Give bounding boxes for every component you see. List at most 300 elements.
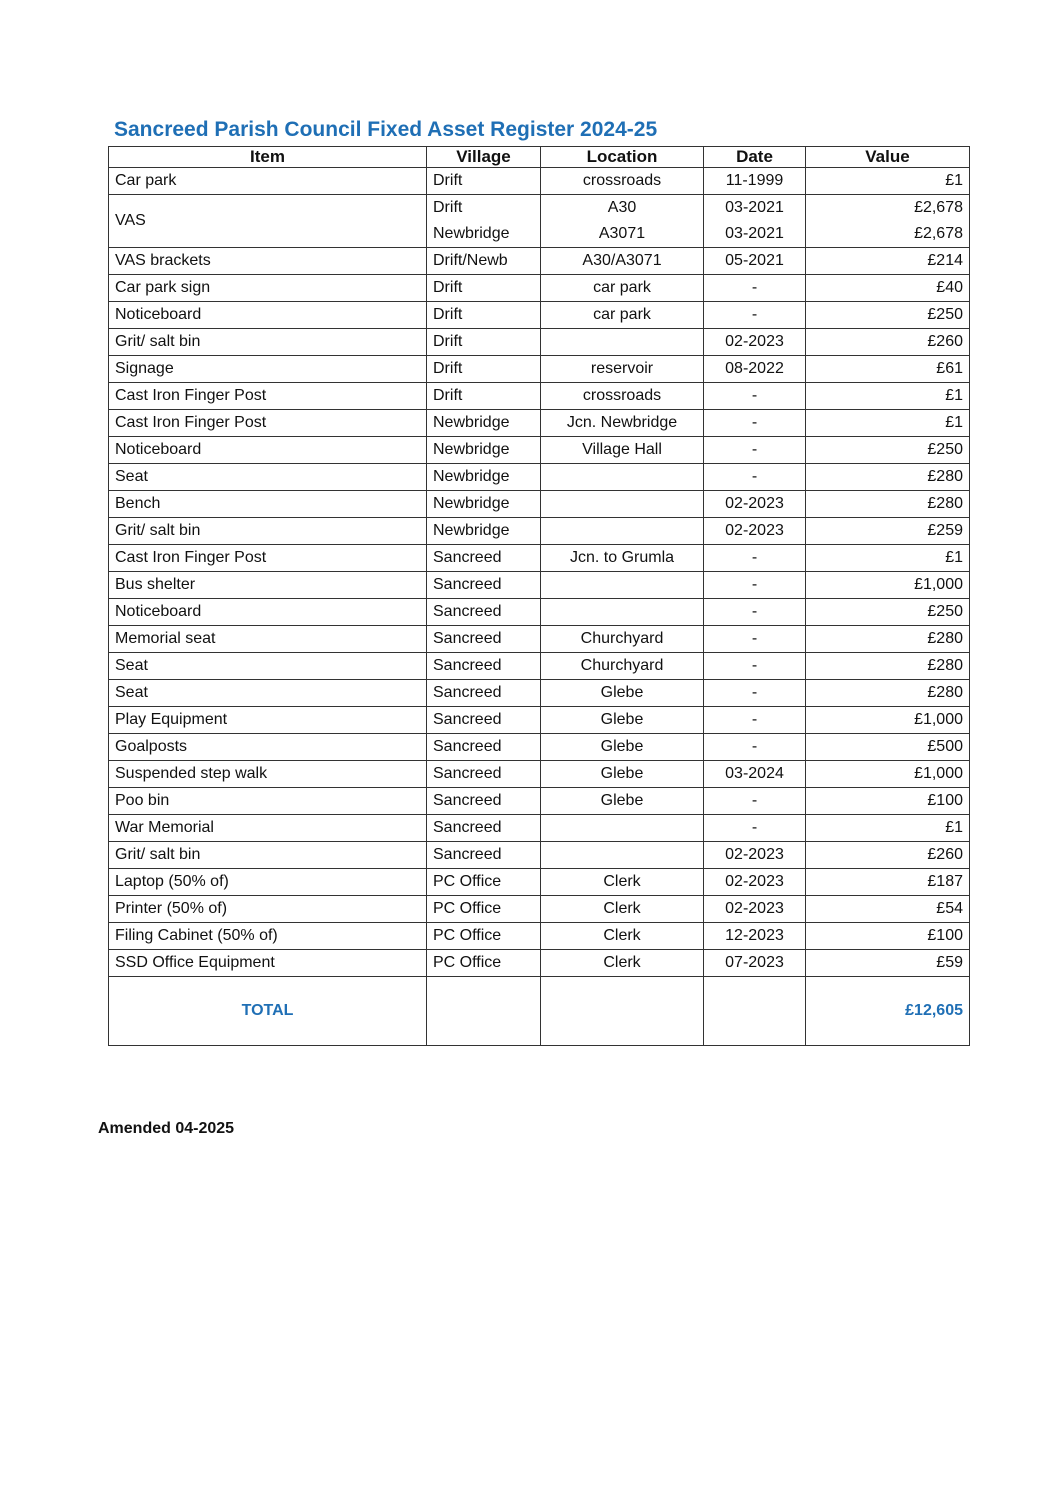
table-row <box>109 680 970 707</box>
item-cell: Bench <box>109 491 427 518</box>
date-cell <box>704 572 806 599</box>
page-title: Sancreed Parish Council Fixed Asset Register 2024-25 <box>114 118 658 141</box>
village-cell <box>427 329 541 356</box>
date-cell <box>704 626 806 653</box>
date-cell <box>704 815 806 842</box>
date-cell-line: - <box>751 819 758 836</box>
date-cell-line: 03-2021 <box>725 225 784 242</box>
value-cell <box>806 788 970 815</box>
date-cell-line: - <box>751 468 758 485</box>
value-cell-line: £1,000 <box>914 765 963 782</box>
table-row <box>109 437 970 464</box>
value-cell-line: £1 <box>945 414 963 431</box>
location-cell <box>541 626 704 653</box>
item-cell: Seat <box>109 464 427 491</box>
village-cell <box>427 626 541 653</box>
item-cell: Play Equipment <box>109 707 427 734</box>
date-cell <box>704 491 806 518</box>
value-cell-line: £2,678 <box>914 199 963 216</box>
value-cell-line: £280 <box>927 468 963 485</box>
item-cell: Poo bin <box>109 788 427 815</box>
date-cell <box>704 896 806 923</box>
location-cell <box>541 464 704 491</box>
village-cell <box>427 896 541 923</box>
location-cell-line: Churchyard <box>580 657 664 674</box>
location-cell <box>541 383 704 410</box>
village-cell-line: Drift/Newb <box>433 252 508 269</box>
location-cell <box>541 545 704 572</box>
column-header-location: Location <box>541 147 704 168</box>
table-row <box>109 168 970 195</box>
location-cell <box>541 437 704 464</box>
value-cell-line: £250 <box>927 603 963 620</box>
column-header-value: Value <box>806 147 970 168</box>
item-cell: Seat <box>109 680 427 707</box>
date-cell-line: 02-2023 <box>725 900 784 917</box>
date-cell-line: 11-1999 <box>725 172 784 189</box>
date-cell <box>704 545 806 572</box>
village-cell-line: Sancreed <box>433 792 502 809</box>
date-cell-line: - <box>751 306 758 323</box>
location-cell <box>541 356 704 383</box>
value-cell <box>806 383 970 410</box>
date-cell <box>704 248 806 275</box>
location-cell <box>541 842 704 869</box>
date-cell <box>704 842 806 869</box>
village-cell <box>427 518 541 545</box>
date-cell <box>704 869 806 896</box>
table-row <box>109 302 970 329</box>
location-cell <box>541 248 704 275</box>
village-cell <box>427 491 541 518</box>
date-cell-line: - <box>751 792 758 809</box>
date-cell <box>704 599 806 626</box>
date-cell <box>704 464 806 491</box>
value-cell <box>806 626 970 653</box>
value-cell-line: £260 <box>927 333 963 350</box>
table-row <box>109 599 970 626</box>
date-cell-line: 03-2021 <box>725 199 784 216</box>
date-cell-line: 02-2023 <box>725 333 784 350</box>
location-cell <box>541 302 704 329</box>
village-cell <box>427 275 541 302</box>
total-row <box>109 977 970 1046</box>
date-cell-line: 08-2022 <box>725 360 784 377</box>
value-cell <box>806 896 970 923</box>
value-cell <box>806 572 970 599</box>
date-cell-line: - <box>751 387 758 404</box>
village-cell <box>427 923 541 950</box>
village-cell <box>427 950 541 977</box>
value-cell <box>806 842 970 869</box>
value-cell <box>806 923 970 950</box>
date-cell <box>704 356 806 383</box>
table-row <box>109 356 970 383</box>
date-cell-line: 02-2023 <box>725 522 784 539</box>
location-cell <box>541 680 704 707</box>
location-cell-line: Clerk <box>603 954 641 971</box>
location-cell <box>541 491 704 518</box>
value-cell <box>806 734 970 761</box>
village-cell <box>427 168 541 195</box>
date-cell-line: - <box>751 576 758 593</box>
value-cell-line: £100 <box>927 927 963 944</box>
location-cell <box>541 950 704 977</box>
location-cell <box>541 923 704 950</box>
village-cell-line: Sancreed <box>433 657 502 674</box>
location-cell <box>541 329 704 356</box>
value-cell-line: £280 <box>927 657 963 674</box>
value-cell <box>806 518 970 545</box>
village-cell-line: Drift <box>433 306 463 323</box>
village-cell-line: Drift <box>433 172 463 189</box>
table-header-row <box>109 147 970 168</box>
value-cell <box>806 491 970 518</box>
village-cell <box>427 842 541 869</box>
location-cell-line: Glebe <box>600 711 644 728</box>
date-cell <box>704 680 806 707</box>
table-row <box>109 626 970 653</box>
village-cell-line: Sancreed <box>433 603 502 620</box>
date-cell <box>704 761 806 788</box>
table-row <box>109 464 970 491</box>
village-cell-line: Newbridge <box>433 414 510 431</box>
location-cell <box>541 410 704 437</box>
village-cell-line: Drift <box>433 360 463 377</box>
location-cell-line: A30/A3071 <box>582 252 662 269</box>
location-cell-line: Glebe <box>600 738 644 755</box>
value-cell-line: £1 <box>945 172 963 189</box>
table-row <box>109 491 970 518</box>
value-cell <box>806 707 970 734</box>
item-cell: Car park <box>109 168 427 195</box>
location-cell <box>541 761 704 788</box>
value-cell <box>806 275 970 302</box>
village-cell-line: PC Office <box>433 900 502 917</box>
table-row <box>109 329 970 356</box>
value-cell-line: £1,000 <box>914 711 963 728</box>
location-cell-line: car park <box>593 306 651 323</box>
location-cell <box>541 572 704 599</box>
date-cell-line: - <box>751 738 758 755</box>
village-cell-line: Drift <box>433 279 463 296</box>
date-cell <box>704 950 806 977</box>
location-cell-line: crossroads <box>582 387 662 404</box>
value-cell <box>806 168 970 195</box>
value-cell <box>806 599 970 626</box>
value-cell <box>806 950 970 977</box>
value-cell-line: £61 <box>936 360 963 377</box>
table-row <box>109 869 970 896</box>
date-cell <box>704 788 806 815</box>
village-cell-line: Sancreed <box>433 819 502 836</box>
value-cell-line: £280 <box>927 495 963 512</box>
village-cell-line: Sancreed <box>433 549 502 566</box>
item-cell: Printer (50% of) <box>109 896 427 923</box>
table-row <box>109 896 970 923</box>
amended-note: Amended 04-2025 <box>98 1120 235 1137</box>
village-cell-line: Drift <box>433 199 463 216</box>
asset-register-table <box>108 146 970 1046</box>
value-cell-line: £214 <box>927 252 963 269</box>
table-row <box>109 275 970 302</box>
village-cell-line: Sancreed <box>433 765 502 782</box>
date-cell <box>704 383 806 410</box>
date-cell-line: 12-2023 <box>725 927 784 944</box>
table-row <box>109 410 970 437</box>
table-row <box>109 195 970 248</box>
value-cell <box>806 545 970 572</box>
value-cell-line: £259 <box>927 522 963 539</box>
date-cell <box>704 275 806 302</box>
village-cell-line: PC Office <box>433 927 502 944</box>
village-cell <box>427 572 541 599</box>
date-cell-line: - <box>751 630 758 647</box>
value-cell <box>806 815 970 842</box>
value-cell <box>806 329 970 356</box>
item-cell: War Memorial <box>109 815 427 842</box>
value-cell-line: £2,678 <box>914 225 963 242</box>
date-cell-line: - <box>751 414 758 431</box>
date-cell <box>704 410 806 437</box>
location-cell-line: Glebe <box>600 684 644 701</box>
value-cell <box>806 680 970 707</box>
total-empty-cell <box>541 977 704 1046</box>
value-cell-line: £1 <box>945 549 963 566</box>
value-cell <box>806 410 970 437</box>
value-cell-line: £1 <box>945 387 963 404</box>
village-cell-line: Newbridge <box>433 522 510 539</box>
value-cell-line: £500 <box>927 738 963 755</box>
village-cell-line: Sancreed <box>433 738 502 755</box>
village-cell-line: Newbridge <box>433 441 510 458</box>
item-cell: Noticeboard <box>109 302 427 329</box>
date-cell <box>704 168 806 195</box>
date-cell <box>704 195 806 248</box>
date-cell <box>704 653 806 680</box>
location-cell <box>541 599 704 626</box>
village-cell-line: Newbridge <box>433 468 510 485</box>
item-cell: Cast Iron Finger Post <box>109 545 427 572</box>
date-cell <box>704 329 806 356</box>
location-cell-line: reservoir <box>590 360 654 377</box>
date-cell-line: - <box>751 279 758 296</box>
table-body <box>109 168 970 977</box>
total-label: TOTAL <box>109 977 427 1046</box>
value-cell-line: £187 <box>927 873 963 890</box>
column-header-village: Village <box>427 147 541 168</box>
date-cell-line: - <box>751 549 758 566</box>
village-cell <box>427 464 541 491</box>
value-cell <box>806 653 970 680</box>
village-cell-line: Sancreed <box>433 630 502 647</box>
value-cell <box>806 761 970 788</box>
value-cell-line: £1,000 <box>914 576 963 593</box>
location-cell-line: Churchyard <box>580 630 664 647</box>
location-cell <box>541 734 704 761</box>
item-cell: Signage <box>109 356 427 383</box>
location-cell-line: Clerk <box>603 900 641 917</box>
item-cell: Goalposts <box>109 734 427 761</box>
table-row <box>109 248 970 275</box>
location-cell-line: Jcn. Newbridge <box>566 414 678 431</box>
date-cell-line: 05-2021 <box>725 252 784 269</box>
table-row <box>109 761 970 788</box>
table-row <box>109 842 970 869</box>
location-cell-line: Village Hall <box>582 441 662 458</box>
item-cell: Suspended step walk <box>109 761 427 788</box>
value-cell <box>806 195 970 248</box>
item-cell: Memorial seat <box>109 626 427 653</box>
item-cell: Laptop (50% of) <box>109 869 427 896</box>
table-row <box>109 383 970 410</box>
value-cell-line: £100 <box>927 792 963 809</box>
date-cell <box>704 302 806 329</box>
date-cell-line: 02-2023 <box>725 495 784 512</box>
village-cell-line: Drift <box>433 333 463 350</box>
value-cell <box>806 464 970 491</box>
table-row <box>109 653 970 680</box>
location-cell <box>541 707 704 734</box>
value-cell-line: £250 <box>927 306 963 323</box>
village-cell <box>427 356 541 383</box>
table-row <box>109 545 970 572</box>
date-cell-line: 02-2023 <box>725 873 784 890</box>
table-row <box>109 788 970 815</box>
date-cell-line: - <box>751 657 758 674</box>
table-row <box>109 815 970 842</box>
location-cell <box>541 896 704 923</box>
table-row <box>109 734 970 761</box>
village-cell-line: Sancreed <box>433 576 502 593</box>
village-cell <box>427 788 541 815</box>
column-header-item: Item <box>109 147 427 168</box>
total-empty-cell <box>704 977 806 1046</box>
value-cell-line: £59 <box>936 954 963 971</box>
date-cell <box>704 518 806 545</box>
village-cell-line: Drift <box>433 387 463 404</box>
village-cell-line: Newbridge <box>433 225 510 242</box>
village-cell-line: PC Office <box>433 873 502 890</box>
location-cell-line: crossroads <box>582 172 662 189</box>
location-cell-line: A30 <box>607 199 637 216</box>
value-cell <box>806 869 970 896</box>
item-cell: Filing Cabinet (50% of) <box>109 923 427 950</box>
village-cell <box>427 707 541 734</box>
date-cell-line: - <box>751 711 758 728</box>
value-cell-line: £280 <box>927 630 963 647</box>
location-cell <box>541 788 704 815</box>
value-cell-line: £260 <box>927 846 963 863</box>
item-cell: Cast Iron Finger Post <box>109 410 427 437</box>
item-cell: Noticeboard <box>109 599 427 626</box>
value-cell <box>806 356 970 383</box>
village-cell <box>427 383 541 410</box>
item-cell: Car park sign <box>109 275 427 302</box>
table-row <box>109 707 970 734</box>
item-cell: Bus shelter <box>109 572 427 599</box>
location-cell-line: Clerk <box>603 927 641 944</box>
village-cell <box>427 734 541 761</box>
village-cell <box>427 815 541 842</box>
location-cell <box>541 653 704 680</box>
date-cell-line: 07-2023 <box>725 954 784 971</box>
item-cell: Grit/ salt bin <box>109 842 427 869</box>
value-cell-line: £1 <box>945 819 963 836</box>
total-empty-cell <box>427 977 541 1046</box>
village-cell <box>427 302 541 329</box>
table-row <box>109 923 970 950</box>
column-header-date: Date <box>704 147 806 168</box>
location-cell <box>541 518 704 545</box>
location-cell <box>541 815 704 842</box>
value-cell-line: £40 <box>936 279 963 296</box>
village-cell-line: Newbridge <box>433 495 510 512</box>
table-row <box>109 518 970 545</box>
date-cell-line: 02-2023 <box>725 846 784 863</box>
item-cell: Seat <box>109 653 427 680</box>
date-cell <box>704 734 806 761</box>
village-cell-line: Sancreed <box>433 684 502 701</box>
location-cell <box>541 275 704 302</box>
village-cell <box>427 680 541 707</box>
village-cell <box>427 761 541 788</box>
location-cell <box>541 168 704 195</box>
date-cell-line: - <box>751 684 758 701</box>
village-cell-line: Sancreed <box>433 711 502 728</box>
village-cell-line: Sancreed <box>433 846 502 863</box>
item-cell: Grit/ salt bin <box>109 518 427 545</box>
value-cell-line: £280 <box>927 684 963 701</box>
location-cell-line: Glebe <box>600 765 644 782</box>
item-cell: SSD Office Equipment <box>109 950 427 977</box>
village-cell <box>427 437 541 464</box>
value-cell <box>806 248 970 275</box>
table-row <box>109 572 970 599</box>
value-cell <box>806 302 970 329</box>
village-cell <box>427 599 541 626</box>
village-cell <box>427 869 541 896</box>
date-cell-line: - <box>751 603 758 620</box>
total-value: £12,605 <box>806 977 970 1046</box>
village-cell <box>427 195 541 248</box>
location-cell <box>541 869 704 896</box>
item-cell: Noticeboard <box>109 437 427 464</box>
item-cell: Cast Iron Finger Post <box>109 383 427 410</box>
location-cell-line: Clerk <box>603 873 641 890</box>
date-cell-line: - <box>751 441 758 458</box>
location-cell <box>541 195 704 248</box>
item-cell: VAS <box>109 195 427 248</box>
date-cell-line: 03-2024 <box>725 765 784 782</box>
village-cell <box>427 248 541 275</box>
location-cell-line: car park <box>593 279 651 296</box>
item-cell: VAS brackets <box>109 248 427 275</box>
date-cell <box>704 923 806 950</box>
location-cell-line: Jcn. to Grumla <box>569 549 675 566</box>
value-cell-line: £54 <box>936 900 963 917</box>
value-cell-line: £250 <box>927 441 963 458</box>
village-cell <box>427 410 541 437</box>
village-cell <box>427 545 541 572</box>
village-cell-line: PC Office <box>433 954 502 971</box>
date-cell <box>704 707 806 734</box>
date-cell <box>704 437 806 464</box>
item-cell: Grit/ salt bin <box>109 329 427 356</box>
table-row <box>109 950 970 977</box>
location-cell-line: A3071 <box>598 225 646 242</box>
location-cell-line: Glebe <box>600 792 644 809</box>
